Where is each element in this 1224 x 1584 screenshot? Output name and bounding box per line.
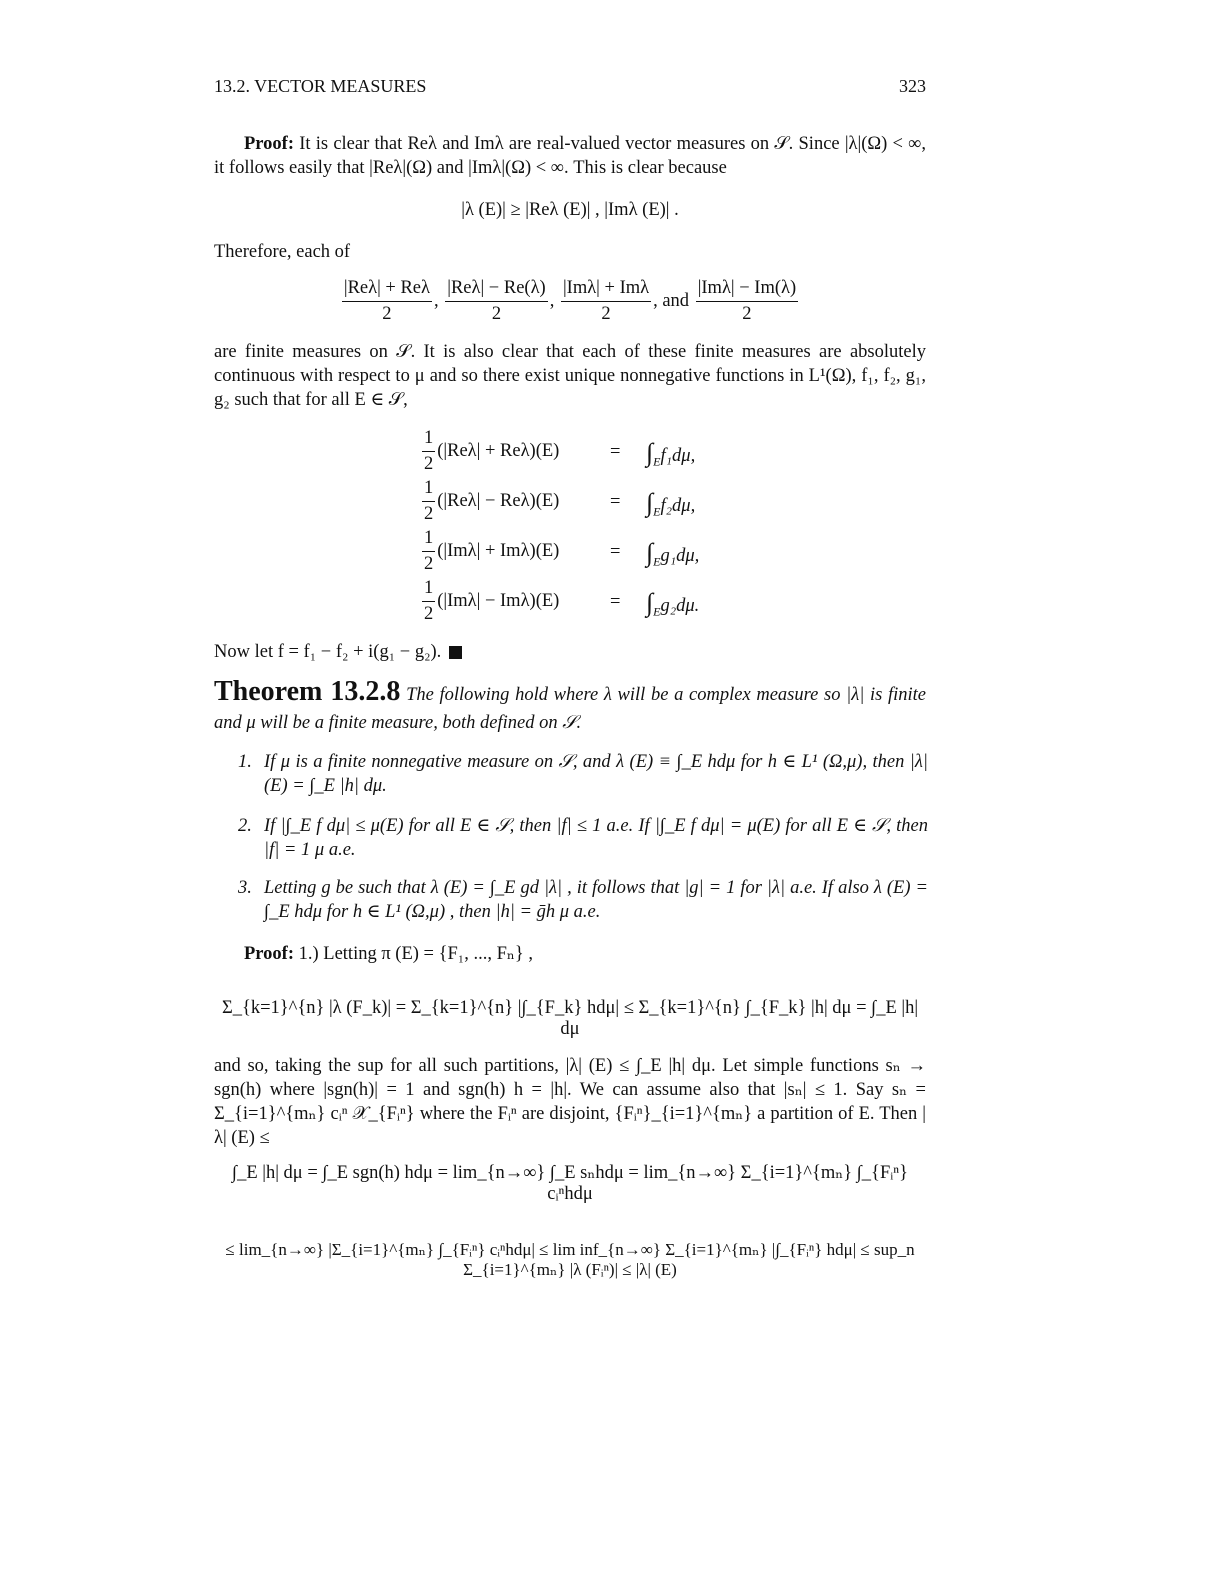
proof2-intro: Proof: 1.) Letting π (E) = {F₁, ..., Fₙ} , bbox=[244, 944, 534, 964]
therefore-text: Therefore, each of bbox=[214, 242, 351, 262]
equation-row-2: $\frac{1}{2}$ (|Reλ| − Reλ)(E) = $\int_Ef_2d\mu$, bbox=[424, 478, 696, 524]
fraction-4: $\frac{\text{|Imλ| − Im(λ)}}{2}$ bbox=[697, 278, 797, 324]
theorem-statement: The following hold where λ will be a complex measure so |λ| is finite and μ will be a finite measure, both defined on 𝒮. bbox=[214, 685, 927, 733]
equation-sum-partition: Σ_{k=1}^{n} |λ (F_k)| = Σ_{k=1}^{n} |∫_{F_k} hdμ| ≤ Σ_{k=1}^{n} ∫_{F_k} |h| dμ = ∫_E |h| dμ bbox=[221, 998, 919, 1039]
section-title: 13.2. VECTOR MEASURES bbox=[214, 76, 427, 96]
equation-row-1: $\frac{1}{2}$ (|Reλ| + Reλ)(E) = $\int_Ef_1d\mu$, bbox=[424, 428, 696, 474]
theorem-item-2: 2. If |∫_E f dμ| ≤ μ(E) for all E ∈ 𝒮, then |f| ≤ 1 a.e. If |∫_E f dμ| = μ(E) for all E ∈ 𝒮, then |f| = 1 μ a.e. bbox=[238, 816, 928, 860]
fractions-row: $\frac{\text{|Reλ| + Reλ}}{2}$ , $\frac{\text{|Reλ| − Re(λ)}}{2}$ , $\frac{\text{|Imλ| + Imλ}}{2}$ , and $\frac{\text{|Imλ| − Im(λ)}}{2}$ bbox=[343, 278, 797, 324]
now-let-line: Now let f = f₁ − f₂ + i(g₁ − g₂). bbox=[214, 640, 926, 664]
equation-limit-a: ∫_E |h| dμ = ∫_E sgn(h) hdμ = lim_{n→∞} ∫_E sₙhdμ = lim_{n→∞} Σ_{i=1}^{mₙ} ∫_{Fᵢⁿ} cᵢⁿhdμ bbox=[232, 1163, 908, 1204]
equation-row-3: $\frac{1}{2}$ (|Imλ| + Imλ)(E) = $\int_Eg_1d\mu$, bbox=[424, 528, 700, 574]
equation-row-4: $\frac{1}{2}$ (|Imλ| − Imλ)(E) = $\int_Eg_2d\mu$. bbox=[424, 578, 700, 624]
equation-limit-b: ≤ lim_{n→∞} |Σ_{i=1}^{mₙ} ∫_{Fᵢⁿ} cᵢⁿhdμ| ≤ lim inf_{n→∞} Σ_{i=1}^{mₙ} |∫_{Fᵢⁿ} hdμ| ≤ sup_n Σ_{i=1}^{mₙ} |λ (Fᵢⁿ)| ≤ |λ| (E) bbox=[225, 1240, 915, 1279]
proof2-paragraph: and so, taking the sup for all such partitions, |λ| (E) ≤ ∫_E |h| dμ. Let simple functions sₙ → sgn(h) where |sgn(h)| = 1 and sgn(h) h = |h|. We can assume also that |sₙ| ≤ 1. Say sₙ = Σ_{i=1}^{mₙ} cᵢⁿ 𝒳_{Fᵢⁿ} where the Fᵢⁿ are disjoint, {Fᵢⁿ}_{i=1}^{mₙ} a partition of E. Then |λ| (E) ≤ bbox=[214, 1056, 926, 1148]
theorem-item-3: 3. Letting g be such that λ (E) = ∫_E gd |λ| , it follows that |g| = 1 for |λ| a.e. If also λ (E) = ∫_E hdμ for h ∈ L¹ (Ω,μ) , then |h| = ḡh μ a.e. bbox=[238, 878, 928, 922]
theorem-title: Theorem 13.2.8 bbox=[214, 676, 401, 707]
theorem-block bbox=[214, 678, 926, 737]
fraction-2: $\frac{\text{|Reλ| − Re(λ)}}{2}$ bbox=[447, 278, 546, 324]
fraction-3: $\frac{\text{|Imλ| + Imλ}}{2}$ bbox=[562, 278, 650, 324]
qed-square-icon bbox=[449, 646, 462, 659]
theorem-item-1: 1. If μ is a finite nonnegative measure on 𝒮, and λ (E) ≡ ∫_E hdμ for h ∈ L¹ (Ω,μ), then |λ| (E) = ∫_E |h| dμ. bbox=[238, 752, 928, 796]
equation-abs-inequality: |λ (E)| ≥ |Reλ (E)| , |Imλ (E)| . bbox=[461, 200, 679, 220]
and-word: and bbox=[662, 290, 690, 311]
page-number: 323 bbox=[899, 76, 926, 96]
proof-paragraph-1 bbox=[214, 132, 926, 180]
running-header bbox=[214, 76, 926, 97]
proof-text-1: It is clear that Reλ and Imλ are real-valued vector measures on 𝒮. Since |λ|(Ω) < ∞, it follows easily that |Reλ|(Ω) and |Imλ|(Ω) < ∞. This is clear because bbox=[214, 134, 926, 178]
proof-paragraph-3: are finite measures on 𝒮. It is also clear that each of these finite measures are absolutely continuous with respect to μ and so there exist unique nonnegative functions in L¹(Ω), f₁, f₂, g₁, g₂ such that for all E ∈ 𝒮, bbox=[214, 342, 926, 410]
fraction-1: $\frac{\text{|Reλ| + Reλ}}{2}$ bbox=[343, 278, 430, 324]
proof-label: Proof: bbox=[244, 134, 294, 154]
